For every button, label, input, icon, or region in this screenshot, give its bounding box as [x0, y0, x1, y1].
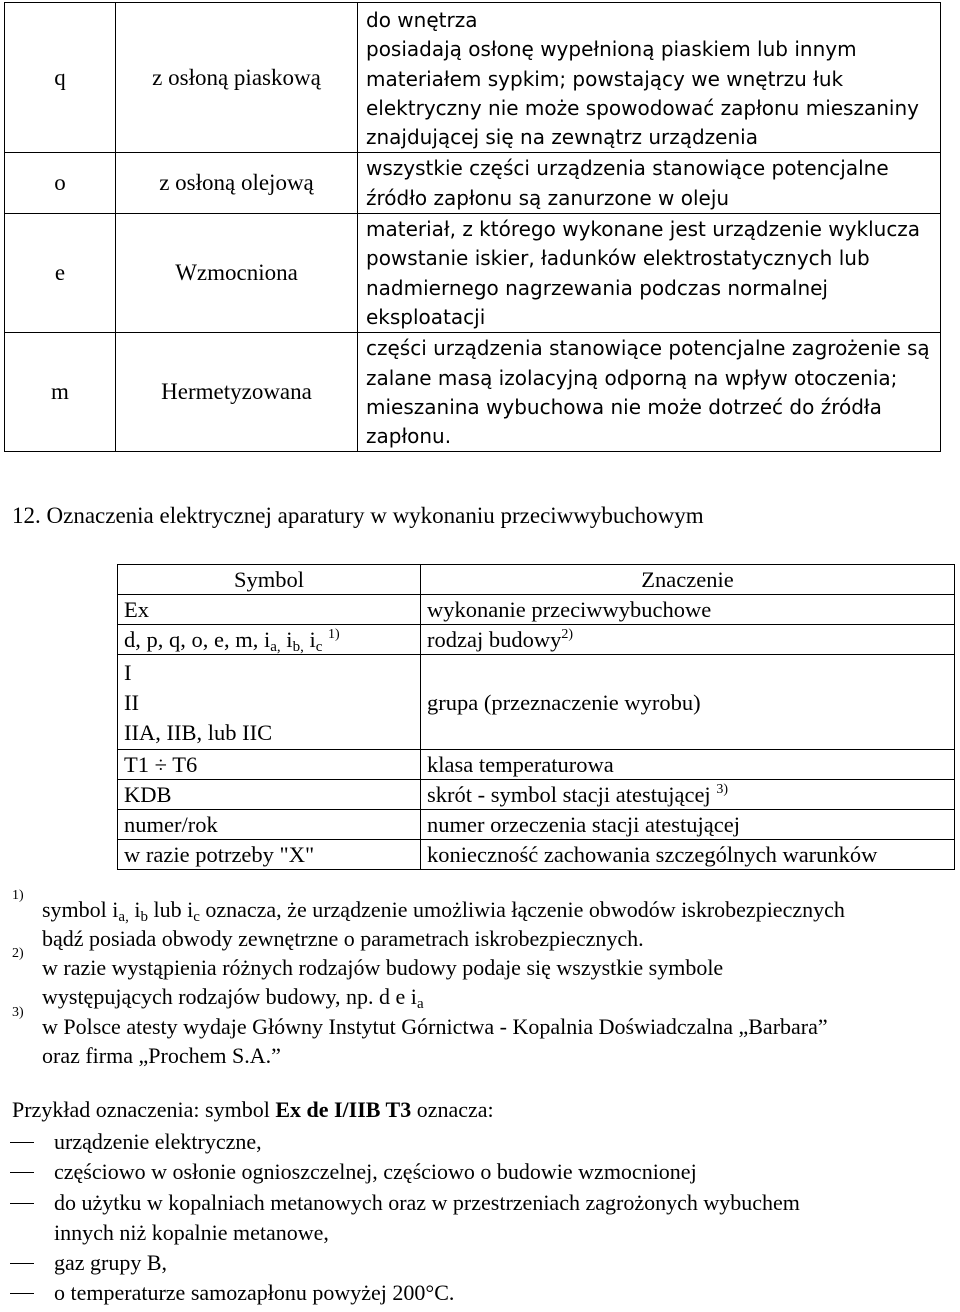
dash-bullet [10, 1172, 34, 1173]
protection-types-table [4, 2, 941, 452]
description-line: zalane masą izolacyjną odporną na wpływ otoczenia; [366, 365, 898, 390]
example-item: częściowo w osłonie ognioszczelnej, częściowo o budowie wzmocnionej [54, 1159, 697, 1184]
symbol-text: T1 [124, 752, 149, 777]
description-line: nadmiernego nagrzewania podczas normalnej [366, 275, 828, 300]
symbol-cell: w razie potrzeby "X" [118, 840, 421, 870]
symbol-line: IIA, IIB, lub IIC [124, 719, 273, 745]
table-row [118, 655, 955, 750]
meaning-text: rodzaj budowy [427, 627, 562, 652]
subscript-b: b [140, 909, 148, 925]
intro-text: Przykład oznaczenia: symbol [12, 1097, 276, 1122]
section-heading [12, 503, 704, 529]
type-description [358, 3, 941, 153]
symbol-cell: KDB [118, 780, 421, 810]
description-line: elektryczny nie może spowodować zapłonu mieszaniny [366, 95, 919, 120]
description-line: zapłonu. [366, 424, 452, 449]
footnote-mark-1: 1) [12, 888, 24, 903]
example-item: gaz grupy B, [54, 1250, 168, 1275]
dash-bullet [10, 1263, 34, 1264]
type-name: z osłoną piaskową [116, 3, 358, 153]
description-line: posiadają osłonę wypełnioną piaskiem lub innym [366, 37, 857, 62]
footnote-1-line-2: bądź posiada obwody zewnętrzne o parametrach iskrobezpiecznych. [42, 926, 644, 951]
type-description [358, 333, 941, 452]
type-name: z osłoną olejową [116, 153, 358, 214]
table-row [118, 780, 955, 810]
example-item: urządzenie elektryczne, [54, 1129, 262, 1154]
column-header-symbol: Symbol [118, 565, 421, 595]
table-row [5, 3, 941, 153]
symbol-line: II [124, 689, 139, 715]
subscript-b: b, [292, 639, 304, 655]
table-row [118, 625, 955, 655]
meaning-cell: grupa (przeznaczenie wyrobu) [421, 655, 955, 750]
footnote-ref-1: 1) [328, 627, 340, 642]
meaning-cell: numer orzeczenia stacji atestującej [421, 810, 955, 840]
footnote-mark-2: 2) [12, 946, 24, 961]
footnote-2-line-2 [42, 982, 424, 1011]
symbol-table [117, 564, 955, 870]
description-line: źródło zapłonu są zanurzone w oleju [366, 185, 730, 210]
subscript-a: a, [270, 639, 281, 655]
example-intro [12, 1097, 494, 1123]
description-line: znajdującej się na zewnątrz urządzenia [366, 125, 758, 150]
dash-bullet [10, 1142, 34, 1143]
meaning-text: skrót - symbol stacji atestującej [427, 782, 711, 807]
symbol-cell [118, 655, 421, 750]
description-line: powstanie iskier, ładunków elektrostatycznych lub [366, 246, 870, 271]
symbol-cell [118, 750, 421, 780]
footnote-ref-3: 3) [716, 782, 728, 797]
description-line: do wnętrza [366, 8, 478, 32]
divide-sign: ÷ [154, 752, 167, 777]
footnote-2-line-1: w razie wystąpienia różnych rodzajów budowy podaje się wszystkie symbole [42, 955, 724, 980]
example-symbol: Ex de I/IIB T3 [275, 1097, 412, 1122]
footnote-text: symbol i [42, 897, 119, 922]
subscript-a: a [416, 996, 424, 1012]
description-line: wszystkie części urządzenia stanowiące potencjalne [366, 156, 889, 181]
intro-text: oznacza: [411, 1097, 494, 1122]
footnote-mark-3: 3) [12, 1005, 24, 1020]
symbol-cell [118, 625, 421, 655]
column-header-meaning: Znaczenie [421, 565, 955, 595]
example-item-continuation: innych niż kopalnie metanowe, [54, 1220, 329, 1245]
section-number: 12. [12, 503, 41, 528]
footnote-1-line-1 [42, 895, 845, 924]
table-row [118, 750, 955, 780]
type-description [358, 153, 941, 214]
symbol-cell: numer/rok [118, 810, 421, 840]
type-code: m [5, 333, 116, 452]
meaning-cell [421, 780, 955, 810]
footnote-text: oznacza, że urządzenie umożliwia łączenie obwodów iskrobezpiecznych [199, 897, 845, 922]
footnote-text: i [128, 897, 141, 922]
symbol-line: I [124, 659, 132, 685]
description-line: mieszanina wybuchowa nie może dotrzeć do źródła [366, 394, 882, 419]
footnote-text: lub i [147, 897, 194, 922]
footnote-3-line-2: oraz firma „Prochem S.A.” [42, 1043, 281, 1068]
symbol-text: i [280, 627, 293, 652]
type-name: Hermetyzowana [116, 333, 358, 452]
table-row [118, 810, 955, 840]
section-title: Oznaczenia elektrycznej aparatury w wykonaniu przeciwwybuchowym [46, 503, 704, 528]
meaning-cell: konieczność zachowania szczególnych warunków [421, 840, 955, 870]
description-line: materiał, z którego wykonane jest urządzenie wyklucza [366, 217, 921, 242]
symbol-text: d, p, q, o, e, m, i [124, 627, 271, 652]
example-item: o temperaturze samozapłonu powyżej 200°C. [54, 1280, 455, 1305]
subscript-c: c [193, 909, 200, 925]
table-header-row [118, 565, 955, 595]
subscript-c: c [315, 639, 323, 655]
subscript-a: a, [118, 909, 129, 925]
meaning-cell: wykonanie przeciwwybuchowe [421, 595, 955, 625]
description-line: materiałem sypkim; powstający we wnętrzu łuk [366, 66, 844, 91]
symbol-text: T6 [172, 752, 198, 777]
type-name: Wzmocniona [116, 214, 358, 333]
symbol-text: i [303, 627, 316, 652]
description-line: części urządzenia stanowiące potencjalne zagrożenie są [366, 336, 930, 361]
footnote-3-line-1: w Polsce atesty wydaje Główny Instytut Górnictwa - Kopalnia Doświadczalna „Barbara” [42, 1014, 828, 1039]
table-row [5, 333, 941, 452]
type-code: q [5, 3, 116, 153]
table-row [5, 153, 941, 214]
dash-bullet [10, 1203, 34, 1204]
description-line: eksploatacji [366, 304, 486, 329]
symbol-cell: Ex [118, 595, 421, 625]
footnote-text: występujących rodzajów budowy, np. d e i [42, 984, 417, 1009]
type-description [358, 214, 941, 333]
footnote-ref-2: 2) [561, 627, 574, 642]
table-row [118, 840, 955, 870]
table-row [5, 214, 941, 333]
type-code: e [5, 214, 116, 333]
type-code: o [5, 153, 116, 214]
meaning-cell [421, 625, 955, 655]
meaning-cell: klasa temperaturowa [421, 750, 955, 780]
table-row [118, 595, 955, 625]
example-item: do użytku w kopalniach metanowych oraz w przestrzeniach zagrożonych wybuchem [54, 1190, 800, 1215]
dash-bullet [10, 1293, 34, 1294]
